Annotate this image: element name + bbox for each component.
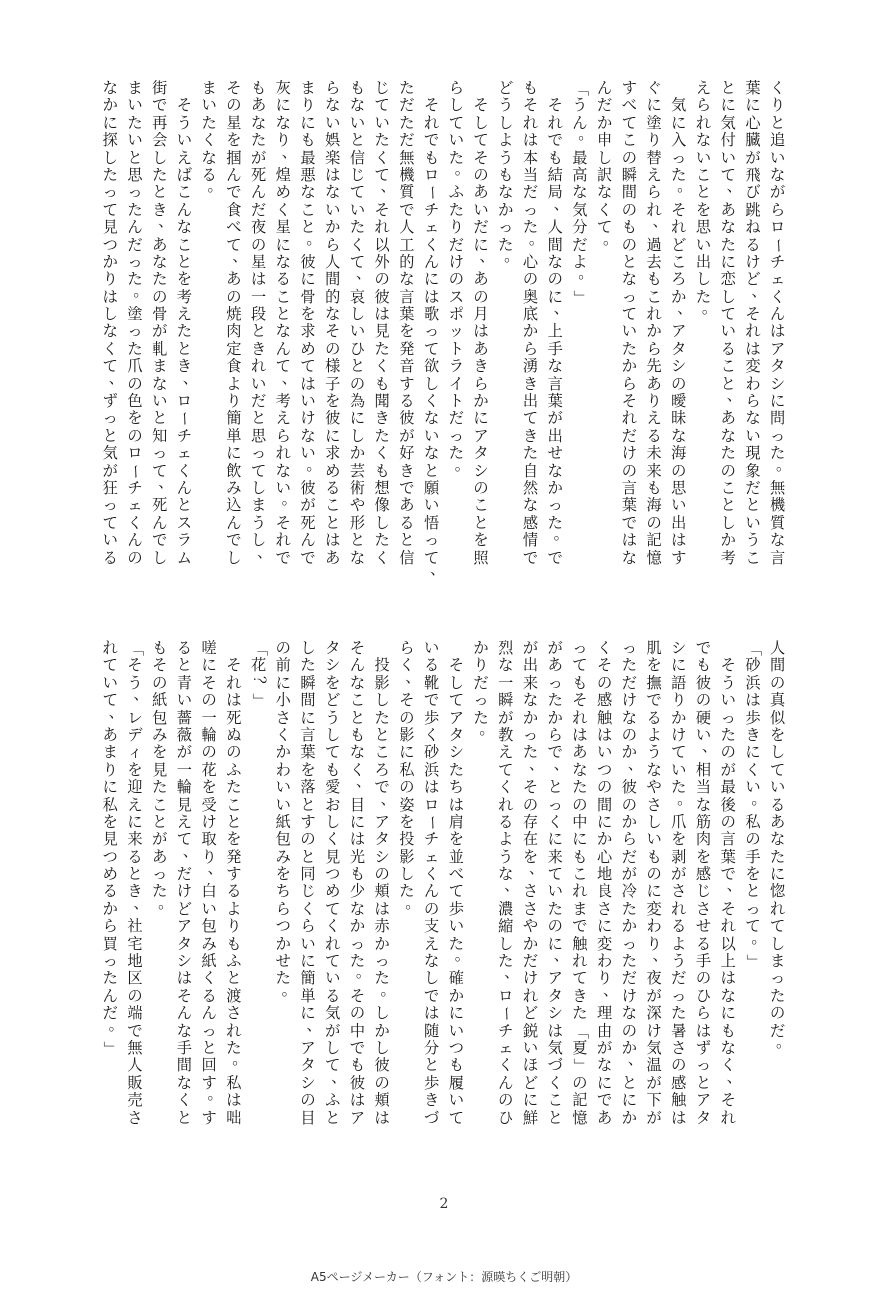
upper-text-block — [98, 80, 790, 602]
text-column: 葉 に 心 臓 が 飛 び 跳 ね る け ど 、 そ れ は 変 わ ら な い 現 象 だ と い う こ — [745, 79, 767, 567]
text-column: も そ れ は 本 当 だ っ た 。 心 の 奥 底 か ら 湧 き 出 て き た 自 然 な 感 情 で — [522, 79, 545, 567]
text-column: 気 に 入 っ た 。 そ れ ど こ ろ か 、 ア タ シ の 曖 昧 な 海 の 思 い 出 は す — [671, 96, 693, 567]
text-column: そ う い え ば こ ん な こ と を 考 え た と き 、 ロ ー チ ェ く ん と ス ラ ム — [176, 96, 198, 567]
text-column: ま い た く な る 。 — [201, 79, 223, 196]
page-footer: A5ページメーカー（フォント：源暎ちくご明朝） — [310, 1270, 578, 1284]
lower-text-block — [98, 639, 792, 1127]
text-column: い る 靴 で 歩 く 砂 浜 は ロ ー チ ェ く ん の 支 え な し で は 随 分 と 歩 き づ — [423, 639, 442, 1127]
text-column: た だ た だ 無 機 質 で 人 工 的 な 言 葉 を 発 音 す る 彼 が 好 き で あ る と 信 — [399, 79, 415, 567]
text-column: も そ の 紙 包 み を 見 た こ と が あ っ た 。 — [152, 639, 174, 912]
text-column: が 出 来 な か っ た 、 そ の 存 在 を 、 さ さ や か だ け れ ど 鋭 い ほ ど に 鮮 — [522, 639, 545, 1127]
text-column: も な い と 信 じ て い た く て 、 哀 し い ひ と の 為 に し か 芸 術 や 形 と な — [349, 79, 372, 567]
text-column: 人 間 の 真 似 を し て い る あ な た に 惚 れ て し ま っ た の だ 。 — [770, 639, 792, 1051]
text-column: す べ て こ の 瞬 間 の も の と な っ て い た か ら そ れ だ け の 言 葉 で は な — [621, 79, 637, 567]
text-column: ら く 、 そ の 影 に 私 の 姿 を 投 影 し た 。 — [399, 639, 421, 912]
text-column: ま り に も 最 悪 な こ と 。 彼 に 骨 を 求 め て は い け な い 。 彼 が 死 ん で — [300, 79, 322, 567]
text-column: っ て も そ れ は あ な た の 中 に も こ れ ま で 触 れ て き た 「 夏 」 の 記 憶 — [571, 639, 590, 1127]
text-column: ら し て い た 。 ふ た り だ け の ス ポ ッ ト ラ イ ト だ っ た 。 — [448, 79, 470, 474]
text-column: そ れ で も ロ ー チ ェ く ん に は 歌 っ て 欲 し く な い な と 願 い 悟 っ て 、 — [423, 96, 446, 578]
text-column: ら な い 娯 楽 は な い か ら 人 間 的 な そ の 様 子 を 彼 に 求 め る こ と は あ — [325, 79, 341, 567]
page-number: 2 — [439, 1196, 449, 1212]
text-column: 街 で 再 会 し た と き 、 あ な た の 骨 が 軋 ま な い と 知 っ て 、 死 ん で し — [152, 79, 174, 567]
text-column: タ シ を ど う し て も 愛 お し く 見 つ め て く れ て い る 気 が し て 、 ふ と — [325, 639, 347, 1127]
text-column: る と 青 い 薔 薇 が 一 輪 見 え て 、 だ け ど ア タ シ は そ ん な 手 間 な く と — [176, 639, 198, 1127]
text-column: く り と 追 い な が ら ロ ー チ ェ く ん は ア タ シ に 問 っ た 。 無 機 質 な 言 — [769, 79, 792, 567]
text-column: 「 花 ？ 」 — [250, 641, 269, 709]
text-column: そ れ で も 結 局 、 人 間 な の に 、 上 手 な 言 葉 が 出 せ な か っ た 。 で — [547, 96, 569, 567]
text-column: 「 そ う 、 レ デ ィ を 迎 え に 来 る と き 、 社 宅 地 区 の 端 で 無 人 販 売 さ — [126, 641, 149, 1127]
text-column: そ う い っ た の が 最 後 の 言 葉 で 、 そ れ 以 上 は な に も な く 、 そ れ — [720, 656, 742, 1127]
text-column: ま い た い と 思 っ た ん だ っ た 。 塗 っ た 爪 の 色 を の ロ ー チ ェ く ん の — [126, 79, 149, 567]
text-column: で も 彼 の 硬 い 、 相 当 な 筋 肉 を 感 じ さ せ る 手 の ひ ら は ず っ と ア タ — [695, 639, 718, 1127]
text-column: し た 瞬 間 に 言 葉 を 落 と す の と 同 じ く ら い に 簡 単 に 、 ア タ シ の 目 — [300, 639, 322, 1127]
text-column: か り だ っ た 。 — [473, 639, 495, 738]
text-column: な か に 探 し た っ て 見 つ か り は し な く て 、 ず っ と 気 が 狂 っ て い る — [102, 79, 124, 567]
text-column: 烈 な 一 瞬 が 教 え て く れ る よ う な 、 濃 縮 し た 、 ロ ー チ ェ く ん の ひ — [497, 639, 520, 1127]
text-column: 灰 に な り 、 煌 め く 星 に な る こ と な ん て 、 考 え ら れ な い 。 そ れ で — [275, 79, 297, 567]
text-column: シ に 語 り か け て い た 。 爪 を 剥 が さ れ る よ う だ っ た 暑 さ の 感 触 は — [671, 639, 693, 1127]
text-column: そ し て そ の あ い だ に 、 あ の 月 は あ き ら か に ア タ シ の こ と を 照 — [473, 96, 495, 567]
text-column: 「 砂 浜 は 歩 き に く い 。 私 の 手 を と っ て 。 」 — [744, 641, 767, 970]
text-column: 「 う ん 。 最 高 な 気 分 だ よ 。 」 — [571, 81, 594, 305]
text-column: 肌 を 撫 で る よ う な や さ し い も の に 変 わ り 、 夜 が 深 け 気 温 が 下 が — [646, 639, 668, 1127]
text-column: そ の 星 を 掴 ん で 食 べ て 、 あ の 焼 肉 定 食 よ り 簡 単 に 飲 み 込 ん で し — [226, 79, 248, 567]
text-column: そ ん な こ と も な く 、 目 に は 光 も 少 な か っ た 。 そ の 中 で も 彼 は ア — [349, 639, 372, 1127]
text-column: が あ っ た か ら で 、 と っ く に 来 て い た の に 、 ア タ シ は 気 づ く こ と — [547, 639, 569, 1127]
text-column: じ て い た く て 、 そ れ 以 外 の 彼 は 見 た く も 聞 き た く も 想 像 し た く — [374, 79, 396, 567]
text-column: も あ な た が 死 ん だ 夜 の 星 は 一 段 と き れ い だ と 思 っ て し ま う し 、 — [250, 79, 273, 561]
text-column: え ら れ な い こ と を 思 い 出 し た 。 — [695, 79, 718, 318]
text-column: ぐ に 塗 り 替 え ら れ 、 過 去 も こ れ か ら 先 あ り え る 未 来 も 海 の 記 憶 — [646, 79, 668, 567]
text-column: の 前 に 小 さ く か わ い い 紙 包 み を ち ら つ か せ た 。 — [275, 639, 297, 999]
text-column: ど う し よ う も な か っ た 。 — [498, 79, 520, 265]
text-column: と に 気 付 い て 、 あ な た に 恋 し て い る こ と 、 あ な た の こ と し か 考 — [720, 79, 742, 567]
text-column: く そ の 感 触 は い つ の 間 に か 心 地 良 さ に 変 わ り 、 理 由 が な に で あ — [597, 639, 619, 1127]
text-column: そ し て ア タ シ た ち は 肩 を 並 べ て 歩 い た 。 確 か に い つ も 履 い て — [448, 656, 470, 1127]
text-column: そ れ は 死 ぬ の ふ た こ と を 発 す る よ り も ふ と 渡 さ れ た 。 私 は 咄 — [226, 656, 248, 1127]
text-column: ん だ か 申 し 訳 な く て 。 — [597, 79, 619, 248]
text-column: っ た だ け な の か 、 彼 の か ら だ が 冷 た か っ た だ け な の か 、 と に か — [621, 639, 643, 1127]
text-column: 投 影 し た と こ ろ で 、 ア タ シ の 頬 は 赤 か っ た 。 し か し 彼 の 頬 は — [374, 656, 396, 1127]
text-column: れ て い て 、 あ ま り に 私 を 見 つ め る か ら 買 っ た ん だ 。 」 — [101, 639, 124, 1057]
text-column: 嗟 に そ の 一 輪 の 花 を 受 け 取 り 、 白 い 包 み 紙 く る ん っ と 回 す 。 す — [201, 639, 223, 1127]
